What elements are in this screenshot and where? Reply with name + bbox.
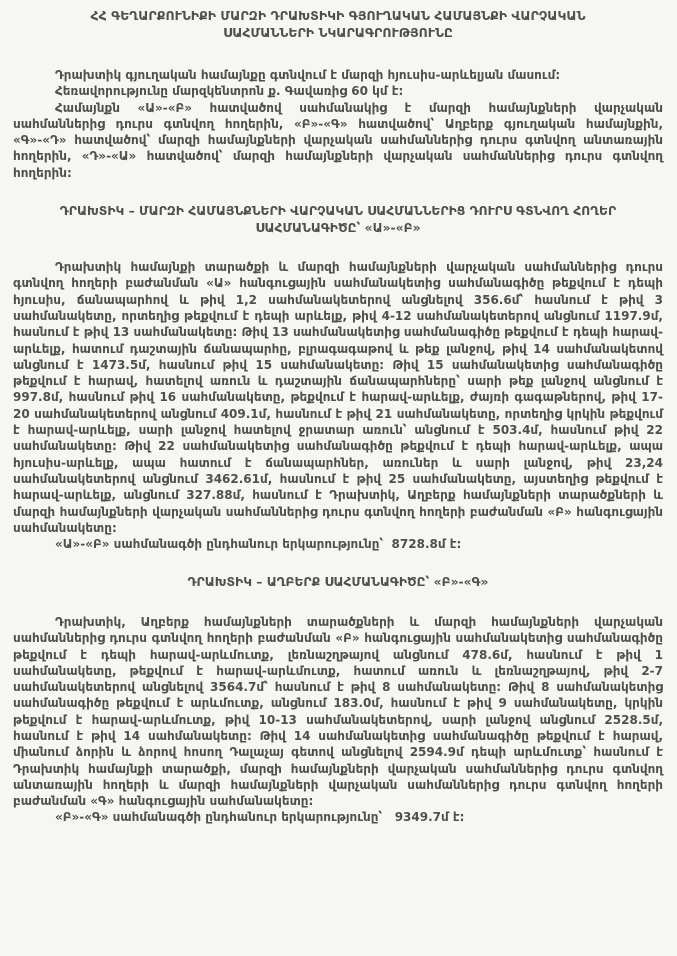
- intro-paragraph-distance: Հեռավորությունը մարզկենտրոն ք. Գավառից 60 կմ է:: [55, 84, 404, 99]
- document-title: [13, 8, 663, 41]
- document-title-line-2: ՍԱՀՄԱՆՆԵՐԻ ՆԿԱՐԱԳՐՈՒԹՅՈՒՆԸ: [223, 24, 453, 40]
- intro-paragraph-adjacency: Համայնքն «Ա»-«Բ» հատվածով սահմանակից է մարզի համայնքների վարչական սահմաններից դուրս գտնվող հողերին, «Բ»-«Գ» հատվածով՝ Աղբերք գյուղական համայնքին, «Գ»-«Դ» հատվածով՝ մարզի համայնքների վարչական սահմաններից դուրս գտնվող անտառային հողերին, «Դ»-«Ա» հատվածով՝ մարզի համայնքների վարչական սահմաններից դուրս գտնվող հողերին:: [13, 100, 663, 180]
- section-body-b-g: Դրախտիկ, Աղբերք համայնքների տարածքների և մարզի համայնքների վարչական սահմաններից դուրս գտնվող հողերի բաժանման «Բ» հանգուցային սահմանակետից սահմանագիծը թեքվում է դեպի հարավ-արևմուտք, լեռնաշղթայով անցնում 478.6մ, հասնում է թիվ 1 սահմանակետը, թեքվում է հարավ-արևմուտք, հատում առուն և լեռնաշղթայով, թիվ 2-7 սահմանակետերով անցնելով 3564.7մ՝ հասնում է թիվ 8 սահմանակետը: Թիվ 8 սահմանակետից սահմանագիծը թեքվում է արևմուտք, անցնում 183.0մ, հասնում է թիվ 9 սահմանակետը, կրկին թեքվում է հարավ-արևմուտք, թիվ 10-13 սահմանակետերով, սարի լանջով անցնում 2528.5մ, հասնում է թիվ 14 սահմանակետը: Թիվ 14 սահմանակետից սահմանագիծը թեքվում է հարավ, միանում ձորին և ձորով հոսող Դալաչայ գետով անցնելով 2594.9մ դեպի արևմուտք՝ հասնում է Դրախտիկ համայնքի տարածքի, մարզի համայնքների վարչական սահմաններից դուրս գտնվող անտառային հողերի և մարզի համայնքների վարչական սահմաններից դուրս գտնվող հողերի բաժանման «Գ» հանգուցային սահմանակետը:: [13, 614, 663, 809]
- section-heading-a-b: ԴՐԱԽՏԻԿ – ՄԱՐԶԻ ՀԱՄԱՅՆՔՆԵՐԻ ՎԱՐՉԱԿԱՆ ՍԱՀՄԱՆՆԵՐԻՑ ԴՈՒՐՍ ԳՏՆՎՈՂ ՀՈՂԵՐ ՍԱՀՄԱՆԱԳԻԾԸ՝ «Ա»-«Բ»: [59, 204, 617, 235]
- section-total-length-a-b: «Ա»-«Բ» սահմանագծի ընդհանուր երկարությունը՝ 8728.8մ է:: [55, 537, 462, 552]
- document-title-line-1: ՀՀ ԳԵՂԱՐՔՈՒՆԻՔԻ ՄԱՐԶԻ ԴՐԱԽՏԻԿԻ ԳՅՈՒՂԱԿԱՆ ՀԱՄԱՅՆՔԻ ՎԱՐՉԱԿԱՆ: [90, 8, 586, 23]
- section-total-length-b-g: «Բ»-«Գ» սահմանագծի ընդհանուր երկարությունը՝ 9349.7մ է:: [55, 810, 465, 825]
- section-heading-b-g: ԴՐԱԽՏԻԿ – ԱՂԲԵՐՔ ՍԱՀՄԱՆԱԳԻԾԸ՝ «Բ»-«Գ»: [187, 575, 489, 590]
- section-body-a-b: Դրախտիկ համայնքի տարածքի և մարզի համայնքների վարչական սահմաններից դուրս գտնվող հողերի բաժանման «Ա» հանգուցային սահմանակետից սահմանագիծը թեքվում է դեպի հյուսիս, ճանապարհով և թիվ 1,2 սահմանակետերով անցնելով 356.6մ՝ հասնում է թիվ 3 սահմանակետը, որտեղից թեքվում է դեպի արևելք, թիվ 4-12 սահմանակետերով անցնում 1197.9մ, հասնում է թիվ 13 սահմանակետը: Թիվ 13 սահմանակետից սահմանագիծը թեքվում է դեպի հարավ-արևելք, հատում դաշտային ճանապարհը, բլրագագաթով և թեք լանջով, թիվ 14 սահմանակետով անցնում է 1473.5մ, հասնում թիվ 15 սահմանակետը: Թիվ 15 սահմանակետից սահմանագիծը թեքվում է հարավ, հատելով առուն և դաշտային ճանապարհները՝ սարի թեք լանջով անցնում է 997.8մ, հասնում թիվ 16 սահմանակետը, թեքվում է հարավ-արևելք, ժայռի գագաթներով, թիվ 17-20 սահմանակետերով անցնում 409.1մ, հասնում է թիվ 21 սահմանակետը, որտեղից կրկին թեքվում է հարավ-արևելք, սարի լանջով հատելով ջրատար առուն՝ անցնում է 503.4մ, հասնում թիվ 22 սահմանակետը: Թիվ 22 սահմանակետից սահմանագիծը թեքվում է դեպի հարավ-արևելք, ապա հյուսիս-արևելք, ապա հատում է ճանապարհներ, առուներ և սարի լանջով, թիվ 23,24 սահմանակետերով անցնում 3462.61մ, հասնում է թիվ 25 սահմանակետը, այստեղից թեքվում է հարավ-արևելք, անցնում 327.88մ, հասնում է Դրախտիկ, Աղբերք համայնքների տարածքների և մարզի համայնքների վարչական սահմաններից դուրս գտնվող հողերի բաժանման «Բ» հանգուցային սահմանակետը:: [13, 260, 663, 535]
- intro-paragraph-location: Դրախտիկ գյուղական համայնքը գտնվում է մարզի հյուսիս-արևելյան մասում:: [55, 68, 561, 82]
